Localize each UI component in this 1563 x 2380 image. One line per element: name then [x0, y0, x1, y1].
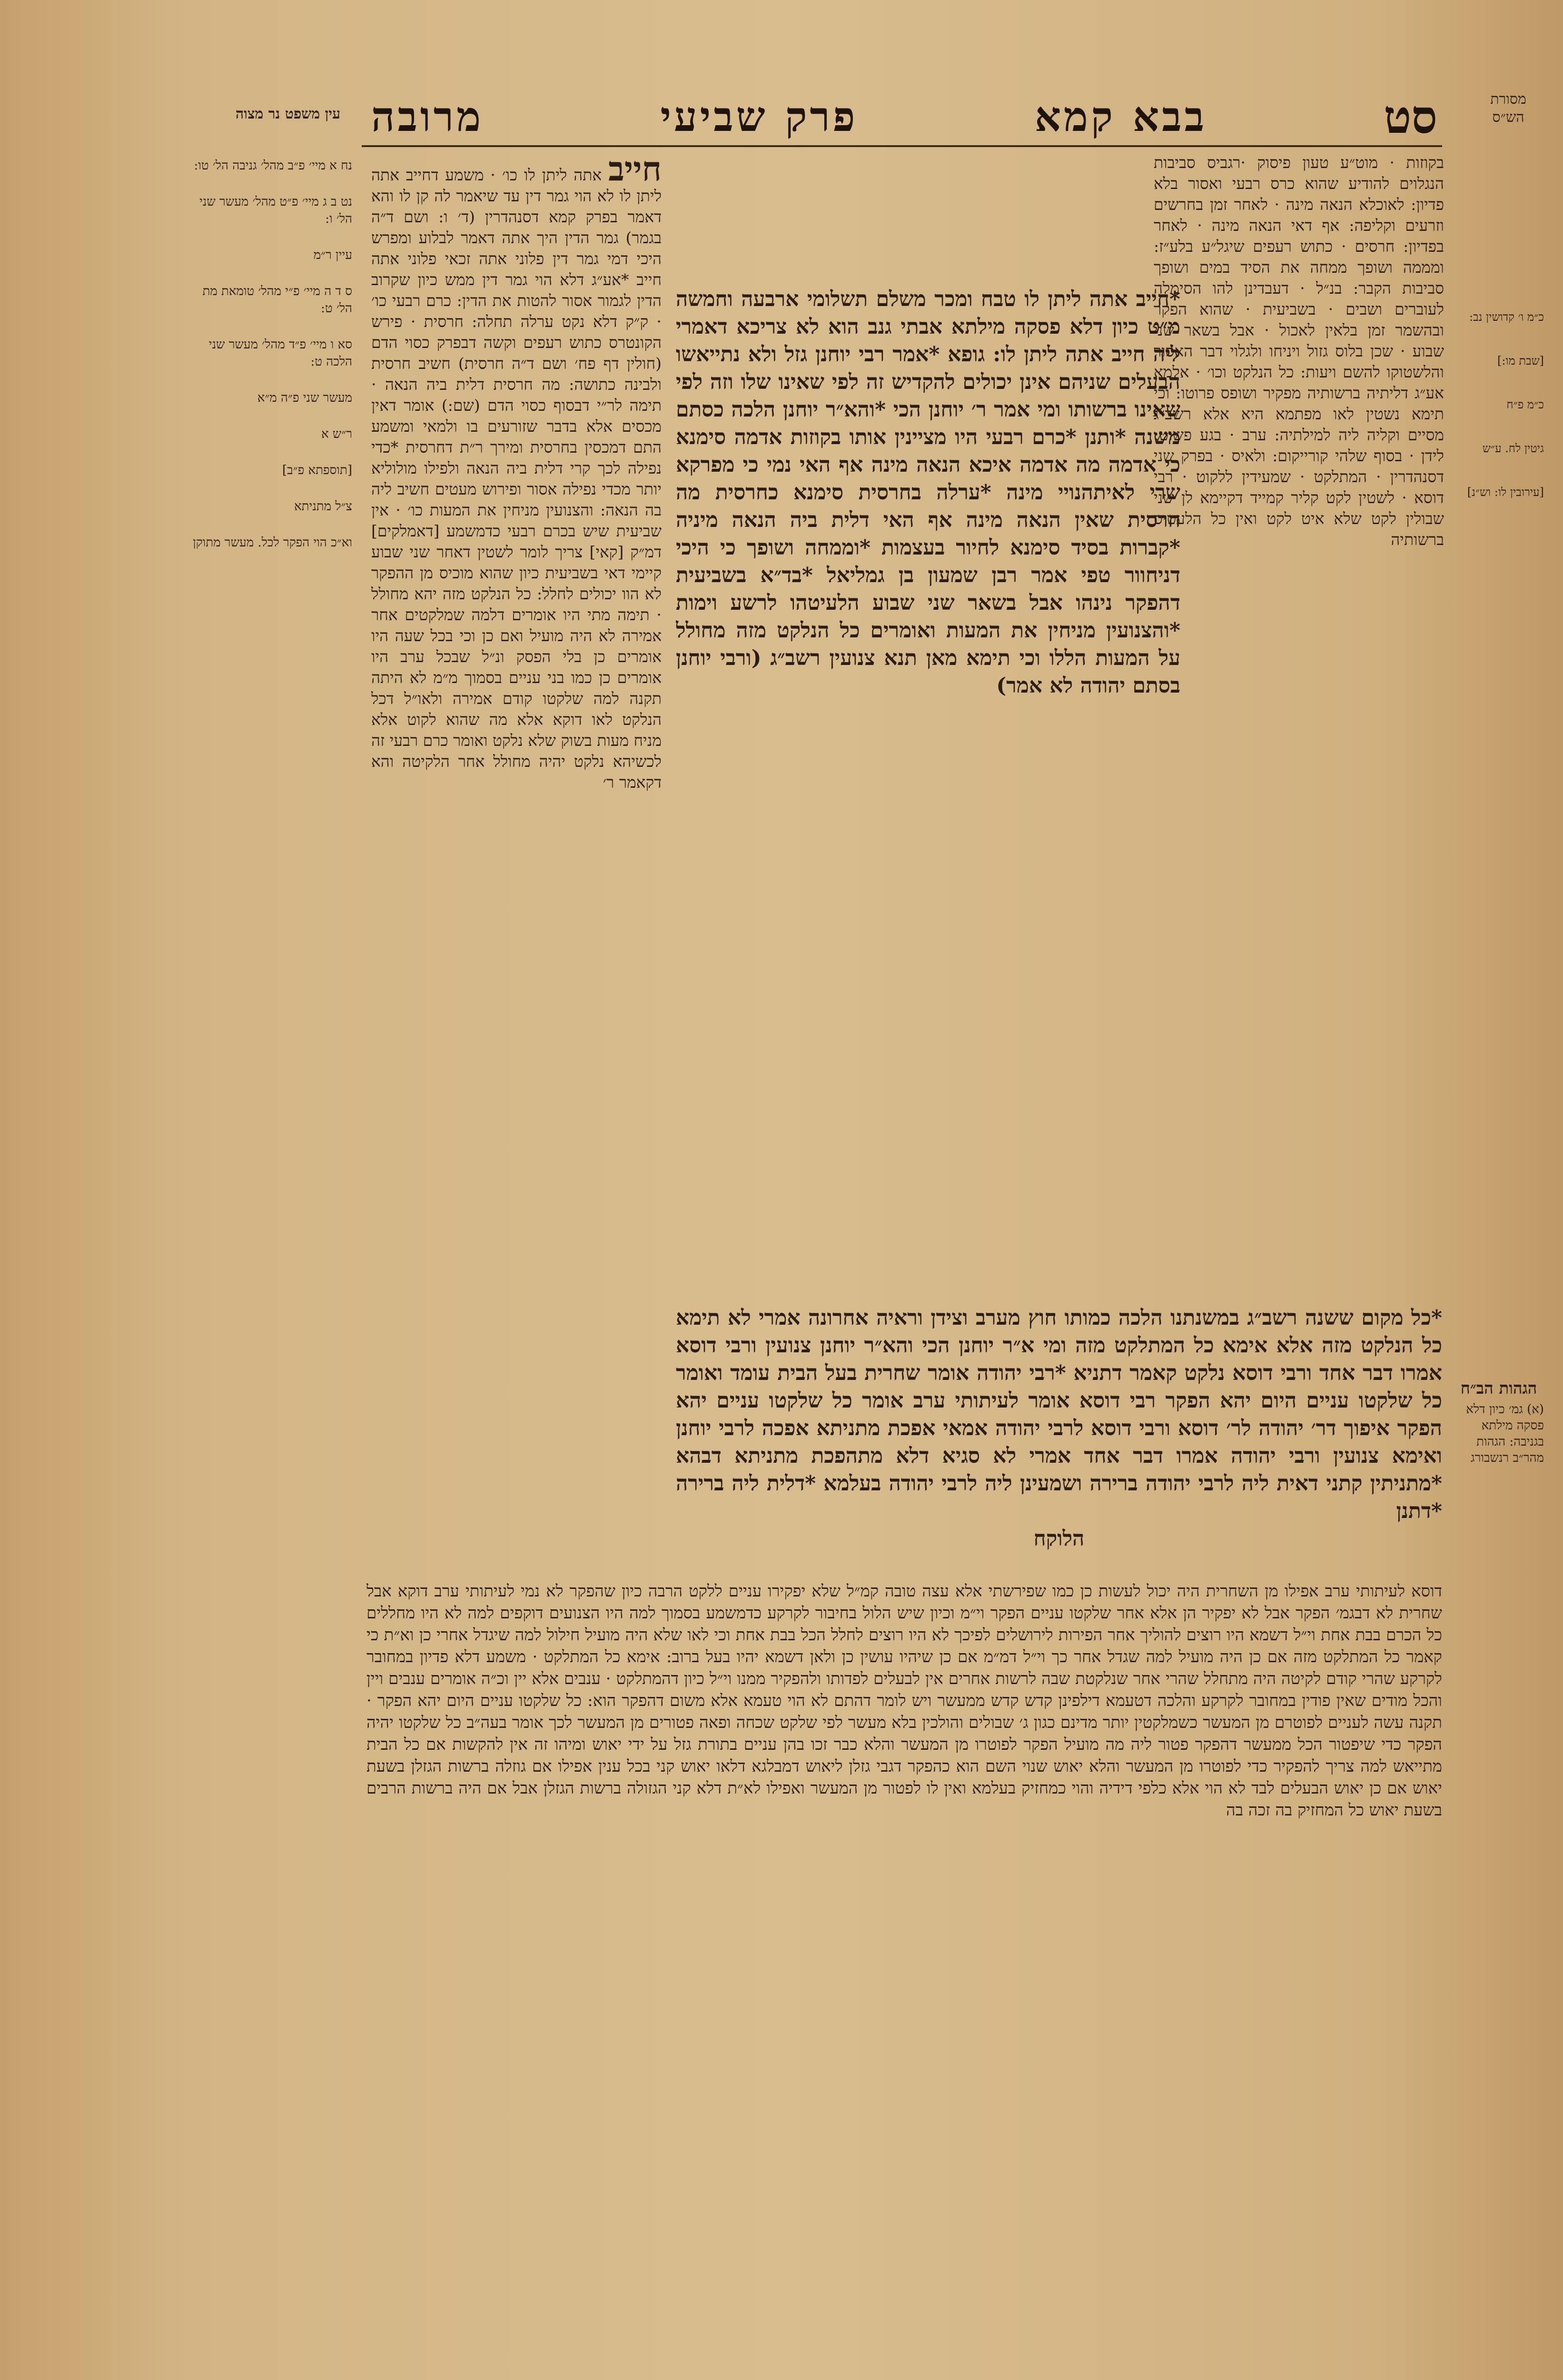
chapter-title: פרק שביעי [660, 92, 858, 141]
gemara-continued-text: *כל מקום ששנה רשב״ג במשנתנו הלכה כמותו חוץ מערב וצידן וראיה אחרונה אמרי לא תימא כל הנלקט מזה אלא אימא כל המתלקט מזה ומי א״ר יוחנן הכי והא״ר יוחנן צנועין ורבי דוסא אמרו דבר אחד ורבי דוסא נלקט קאמר דתניא *רבי יהודה אומר שחרית בעל הבית עומד ואומר כל שלקטו עניים היום יהא הפקר רבי דוסא אומר לעיתותי ערב אומר כל שלקטו עניים יהא הפקר איפוך דר׳ יהודה לר׳ דוסא ורבי דוסא לרבי יהודה אמאי אפכת מתניתא אפכה לרבי יוחנן ואימא צנועין ורבי יהודה אמרו דבר אחד אמרי לא סגיא דלא מתהפכת מתניתא דבהא *מתניתין קתני דאית ליה לרבי יהודה ברירה ושמעינן ליה לרבי יהודה בעלמא *דלית ליה ברירה *דתנן [676, 1306, 1442, 1523]
side-note: ס ד ה מיי׳ פ״י מהל׳ טומאת מת הל׳ ט: [202, 284, 352, 316]
bottom-tosafot: דוסא לעיתותי ערב אפילו מן השחרית היה יכול לעשות כן כמו שפירשתי אלא עצה טובה קמ״ל שלא יפקירו עניים ללקט הרבה כיון שהפקר לא נמי לעיתותי ערב דוקא אבל שחרית לא דבגמ׳ הפקר אבל לא יפקיר הן אלא אחר שלקטו עניים הפקר וי״מ וכיון שיש הלול בחיבור לקרקע כדמשמע בסמוך למה היו הצנועים דוקפים למה לא היו מחללים כל הכרם בבת אחת וי״ל דשמא היו רוצים להוליך אחר הפירות לירושלים לפיכך לא היו רוצים לחלל הכל בבת אחת וכי לאו שלא היה מועיל חילול למה שיגדל אחרי כן וא״ת כי קאמר כל המתלקט מזה אם כן היה מועיל למה שגדל אחר כך וי״ל דמ״מ אם כן שיהיו עושין כן ולאן דשמא יהיו בעל ברוב: אימא כל המתלקט · משמע דלא פדיון במחובר לקרקע שהרי קודם לקיטה היה מתחלל שהרי אחר שנלקטת שבה לרשות אחרים אין לבעלים לפדותו ולהפקיר ממנו וי״ל כיון דהמתלקט · ענבים אלא יין וכ״ה אומרים ענבים ויין והכל מודים שאין פודין במחובר לקרקע והלכה דטעמא דילפינן קדש קדש ממעשר ויש לומר דהתם לא הוי טעמא אלא משום דהפקר הוא: כל שלקטו עניים היום יהא הפקר · תקנה עשה לעניים לפוטרם מן המעשר כשמלקטין יותר מדינם כגון ג׳ שבולים והולכין בלא מעשר לפי שלקט שכחה ופאה פטורים מן המעשר לכך אומר בעה״ב כל שלקטו יהיה הפקר כדי שיפטור הכל ממעשר דהפקר פטור ליה מה מועיל הפקר לפוטרו מן המעשר והלא כבר זכו בהן עניים בתורת גזל על ידי יאוש ומיהו זה אין להקשות אם כל הבית מתייאש למה צריך להפקיר כדי לפוטרו מן המעשר והלא יאוש שנוי השם הוא כהפקר דגבי גזלן ליאוש דמבלגא דלאו יאוש קני בכל ענין אפילו אם גוזלה ברשות הגזלן בשעת יאוש אם כן יאוש הבעלים לבד לא הוי אלא כלפי דידיה והוי כמחזיק בעלמא ואין לו לפטור מן המעשר ואפילו לא״ת דלא קני הגזולה ברשות הגזלן אבל אם היה ברשות הרבים בשעת יאוש כל המחזיק בה זכה בה [366, 1582, 1442, 1820]
hagahot-text: (א) גמ׳ כיון דלא פסקה מילתא בגניבה: הגהות מהר״ב רנשבורג [1466, 1402, 1544, 1465]
ein-mishpat-title: עין משפט נר מצוה [235, 106, 341, 122]
tosafot-text: אתה ליתן לו כו׳ · משמע דחייב אתה ליתן לו לא הוי גמר דין עד שיאמר לה קן לו והא דאמר בפרק קמא דסנהדרין (ד׳ ו: ושם ד״ה בגמר) גמר הדין היך אתה דאמר לבלוע ומפרש היכי דמי גמר דין פלוני אתה זכאי פלוני אתה חייב *אע״ג דלא הוי גמר דין ממש כיון שקרוב הדין לגמור אסור להטות את הדין: כרם רבעי כו׳ · ק״ק דלא נקט ערלה תחלה: חרסית · פירש הקונטרס כתוש רעפים וקשה דבפרק כסוי הדם (חולין דף פח׳ ושם ד״ה חרסית) חשיב חרסית ולבינה כתושה: מה חרסית דלית ביה הנאה · תימה לר״י דבסוף כסוי הדם (שם:) אומר דאין מכסים אלא בדבר שזורעים בו ולמאי ומשמע התם דמכסין בחרסית ומירך ר״ת דחרסית *כדי נפילה לכך קרי דלית ביה הנאה ולפילו מולוליא יותר מכדי נפילה אסור ופירוש מעטים חשיב ליה בה הנאה: והצנועין מניחין את המעות כו׳ · אין שביעית שיש בכרם רבעי כדמשמע [דאמלקים] דמ״ק [קאי] צריך לומר לשטין דאחר שני שבוע קיימי דאי בשביעית כיון שהוא מוכיס מן ההפקר לא הוו יכולים לחלל: כל הנלקט מזה יהא מחולל · תימה מתי היו אומרים דלמה שמלקטים אחר אמירה לא היה מועיל ואם כן וכי בכל שעה היו אומרים כן בלי הפסק ונ״ל שבכל ערב היו אומרים כן כמו בני עניים בסמוך מ״מ לא היתה תקנה למה שלקטו קודם אמירה ולאו״ל דכל הנלקט לאו דוקא אלא מה שהוא לקוט אלא מניח מעות בשוק שלא נלקט ואומר כרם רבעי זה לכשיהא נלקט יהיה מחולל אחר הלקיטה והא דקאמר ר׳ [371, 166, 662, 792]
tosafot-lead-word: חייב [608, 152, 662, 188]
header-rule [362, 145, 1442, 147]
masoret-note: כ״מ ו׳ קדושין נב: [1469, 310, 1544, 324]
masoret-notes [1454, 309, 1544, 528]
masoret-note: גיטין לח. ע״ש [1482, 442, 1544, 455]
masoret-hashas-title: מסורת הש״ס [1490, 91, 1526, 126]
masoret-note: [שבת מו:] [1497, 354, 1544, 367]
ein-mishpat-notes [190, 157, 352, 570]
tractate-title: בבא קמא [1034, 92, 1207, 141]
next-mishnah-word: הלוקח [1033, 1527, 1085, 1551]
hagahot-title: הגהות הב״ח [1460, 1379, 1537, 1398]
side-note: [תוספתא פ״ב] [282, 463, 352, 477]
page-number: סט [1384, 89, 1437, 144]
side-note: עיין ר״מ [313, 248, 352, 262]
side-note: וא״כ הוי הפקר לכל. מעשר מתוקן [193, 536, 352, 550]
gemara-main-text: *חייב אתה ליתן לו טבח ומכר משלם תשלומי ארבעה וחמשה מ״ט כיון דלא פסקה מילתא אבתי גנב הוא לא צריכא דאמרי ליה חייב אתה ליתן לו: גופא *אמר רבי יוחנן גזל ולא נתייאשו הבעלים שניהם אינן יכולים להקדיש זה לפי שאינו שלו וזה לפי שאינו ברשותו ומי אמר ר׳ יוחנן הכי *והא״ר יוחנן הלכה כסתם משנה *ותנן *כרם רבעי היו מציינין אותו בקוזות אדמה סימנא כי אדמה מה אדמה איכא הנאה מינה אף האי נמי כי מפרקא שרי לאיתהנויי מינה *ערלה בחרסית סימנא כחרסית מה חרסית שאין הנאה מינה אף האי דלית ביה הנאה מיניה *קברות בסיד סימנא לחיור בעצמות *וממחה ושופך כי היכי דניחוור טפי אמר רבן שמעון בן גמליאל *בד״א בשביעית דהפקר נינהו אבל בשאר שני שבוע הלעיטהו לרשע וימות *והצנועין מניחין את המעות ואומרים כל הנלקט מזה מחולל על המעות הללו וכי תימא מאן תנא צנועין רשב״ג (ורבי יוחנן בסתם יהודה לא אמר) [676, 287, 1180, 698]
masoret-note: כ״מ פ״ח [1506, 398, 1544, 411]
side-note: נט ב ג מיי׳ פ״ט מהל׳ מעשר שני הל׳ ו: [199, 195, 352, 226]
page-header [371, 90, 1437, 143]
masoret-note: [עירובין לו: וש״נ] [1467, 486, 1544, 499]
side-note: נח א מיי׳ פ״ב מהל׳ גניבה הל׳ טו: [194, 159, 352, 173]
rashi-commentary: בקוזות · מוט״ע טעון פיסוק ·רגביס סביבות הנגלוים להודיע שהוא כרס רבעי ואסור בלא פדיון: לאוכלא הנאה מינה · לאחר זמן בחרשים וזרעים וקליפה: אף דאי הנאה מינה · לאחר בפדיון: חרסים · כתוש רעפים שיגל״ע בלע״ז: ומממה ושופך ממחה את הסיד במים ושופך סביבות הקבר: בנ״ל · דעבדינן להו הסימלה לעוברים ושבים · בשביעית · שהוא הפקר ובהשמר זמן בלאין לאכול · אבל בשאר שני שבוע · שכן בלוס גזול ויניחו ולגלוי דבר האסור והלשטוקו להשם ויעות: כל הנלקט וכו׳ · אלמא אע״ג דליתיה ברשותיה מפקיר ושופס פרוטו: וכי תימא נשטין לאו מפתמא היא אלא רשב״ג מסיים וקליה ליה למילתיה: ערב · בגע פשוט: לידן · בסוף שלהי קורייקום: ולאיס · בפרק שני דסנהדרין · המתלקט · שמעידין ללקוט · רבי דוסא · לשטין לקט קליר קמייד דקיימא לן שני שבולין לקט שלא איט לקט ואין כל הלעטיס ברשותיה [1154, 153, 1444, 549]
side-note: ר״ש א [321, 427, 352, 441]
tosafot-commentary [371, 152, 662, 1309]
gemara-continued [676, 1304, 1442, 1571]
side-note: מעשר שני פ״ה מ״א [257, 391, 352, 405]
hagahot-habach [1454, 1380, 1544, 1466]
side-note: סא ו מיי׳ פ״ד מהל׳ מעשר שני הלכה ט: [208, 337, 352, 369]
side-note: צ״ל מתניתא [294, 499, 352, 514]
chapter-name: מרובה [371, 92, 484, 141]
